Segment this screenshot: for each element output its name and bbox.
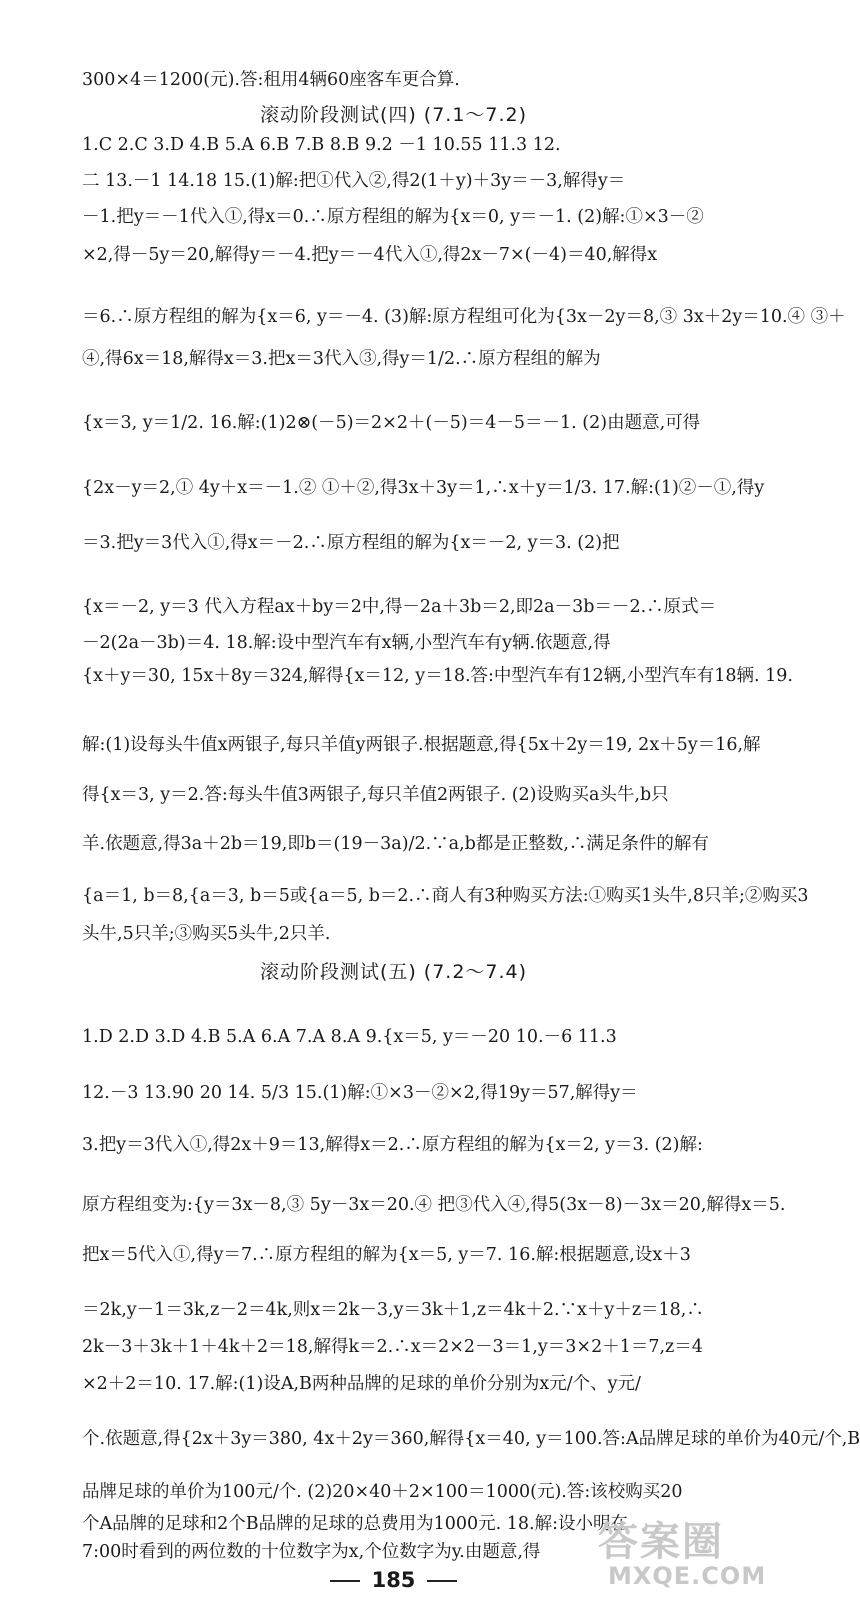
text-line: 得{x＝3, y＝2.答:每头牛值3两银子,每只羊值2两银子. (2)设购买a头牛,b只: [82, 785, 669, 805]
text-line: 3.把y＝3代入①,得2x＋9＝13,解得x＝2.∴原方程组的解为{x＝2, y＝3. (2)解:: [82, 1135, 703, 1155]
text-line: 品牌足球的单价为100元/个. (2)20×40＋2×100＝1000(元).答:该校购买20: [82, 1482, 683, 1502]
section-title-4: 滚动阶段测试(四) (7.1～7.2): [259, 104, 528, 126]
text-line: 2k－3＋3k＋1＋4k＋2＝18,解得k＝2.∴x＝2×2－3＝1,y＝3×2＋1＝7,z＝4: [82, 1337, 703, 1357]
watermark-text: 答案圈: [598, 1519, 724, 1565]
text-line: 300×4＝1200(元).答:租用4辆60座客车更合算.: [82, 70, 460, 90]
text-line: 7:00时看到的两位数的十位数字为x,个位数字为y.由题意,得: [82, 1542, 541, 1562]
text-line: ＝2k,y－1＝3k,z－2＝4k,则x＝2k－3,y＝3k＋1,z＝4k＋2.∵x＋y＋z＝18,∴: [82, 1300, 704, 1320]
text-line: {x＋y＝30, 15x＋8y＝324,解得{x＝12, y＝18.答:中型汽车有12辆,小型汽车有18辆. 19.: [82, 666, 793, 686]
watermark-url: MXQE.COM: [608, 1562, 767, 1590]
text-line: {a＝1, b＝8,{a＝3, b＝5或{a＝5, b＝2.∴商人有3种购买方法:①购买1头牛,8只羊;②购买3: [82, 886, 809, 906]
text-line: 二 13.－1 14.18 15.(1)解:把①代入②,得2(1＋y)＋3y＝－3,解得y＝: [82, 171, 626, 191]
text-line: ④,得6x＝18,解得x＝3.把x＝3代入③,得y＝1/2.∴原方程组的解为: [82, 349, 601, 369]
text-line: {x＝－2, y＝3 代入方程ax＋by＝2中,得－2a＋3b＝2,即2a－3b＝－2.∴原式＝: [82, 597, 717, 617]
text-line: －2(2a－3b)＝4. 18.解:设中型汽车有x辆,小型汽车有y辆.依题意,得: [82, 633, 611, 653]
text-line: 把x＝5代入①,得y＝7.∴原方程组的解为{x＝5, y＝7. 16.解:根据题意,设x＋3: [82, 1245, 691, 1265]
page-number-text: 185: [371, 1568, 416, 1592]
page-number-dash-right: [427, 1580, 457, 1582]
text-line: 个.依题意,得{2x＋3y＝380, 4x＋2y＝360,解得{x＝40, y＝100.答:A品牌足球的单价为40元/个,B: [82, 1429, 860, 1449]
text-line: 原方程组变为:{y＝3x－8,③ 5y－3x＝20.④ 把③代入④,得5(3x－8)－3x＝20,解得x＝5.: [82, 1195, 786, 1215]
text-line: ＝3.把y＝3代入①,得x＝－2.∴原方程组的解为{x＝－2, y＝3. (2)把: [82, 533, 620, 553]
watermark-logo: [598, 1510, 778, 1596]
text-line: 12.－3 13.90 20 14. 5/3 15.(1)解:①×3－②×2,得19y＝57,解得y＝: [82, 1083, 638, 1103]
text-line: 1.C 2.C 3.D 4.B 5.A 6.B 7.B 8.B 9.2 －1 10.55 11.3 12.: [82, 135, 561, 155]
page-number-dash-left: [330, 1580, 360, 1582]
text-line: 羊.依题意,得3a＋2b＝19,即b＝(19－3a)/2.∵a,b都是正整数,∴满足条件的解有: [82, 834, 709, 854]
text-line: 头牛,5只羊;③购买5头牛,2只羊.: [82, 924, 331, 944]
text-line: 个A品牌的足球和2个B品牌的足球的总费用为1000元. 18.解:设小明在: [82, 1514, 629, 1534]
text-line: {2x－y＝2,① 4y＋x＝－1.② ①＋②,得3x＋3y＝1,∴x＋y＝1/3. 17.解:(1)②－①,得y: [82, 478, 765, 498]
text-line: ＝6.∴原方程组的解为{x＝6, y＝－4. (3)解:原方程组可化为{3x－2y＝8,③ 3x＋2y＝10.④ ③＋: [82, 307, 846, 327]
text-line: －1.把y＝－1代入①,得x＝0.∴原方程组的解为{x＝0, y＝－1. (2)解:①×3－②: [82, 207, 704, 227]
text-line: 解:(1)设每头牛值x两银子,每只羊值y两银子.根据题意,得{5x＋2y＝19, 2x＋5y＝16,解: [82, 735, 761, 755]
text-line: ×2,得－5y＝20,解得y＝－4.把y＝－4代入①,得2x－7×(－4)＝40,解得x: [82, 245, 658, 265]
text-line: 1.D 2.D 3.D 4.B 5.A 6.A 7.A 8.A 9.{x＝5, y＝－20 10.－6 11.3: [82, 1027, 617, 1047]
section-title-5: 滚动阶段测试(五) (7.2～7.4): [259, 961, 528, 983]
text-line: ×2＋2＝10. 17.解:(1)设A,B两种品牌的足球的单价分别为x元/个、y元/: [82, 1374, 641, 1394]
text-line: {x＝3, y＝1/2. 16.解:(1)2⊗(－5)＝2×2＋(－5)＝4－5＝－1. (2)由题意,可得: [82, 413, 701, 433]
